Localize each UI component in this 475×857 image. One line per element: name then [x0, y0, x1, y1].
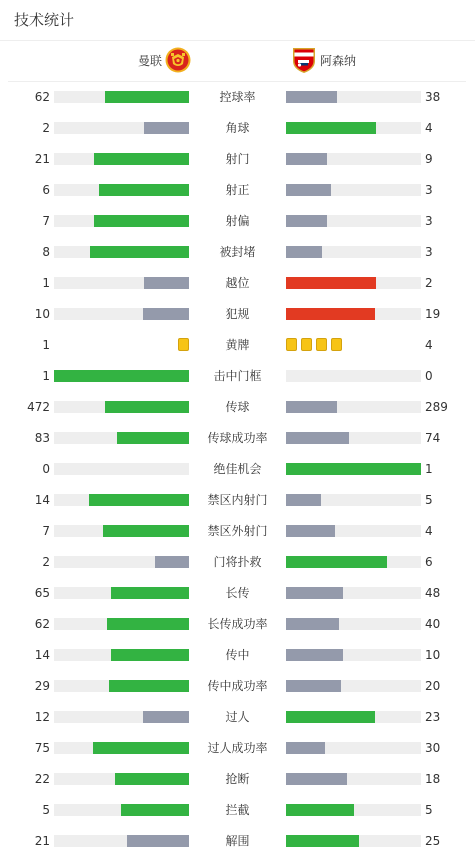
away-stat-bar-track [286, 742, 421, 754]
home-stat-value: 7 [42, 524, 50, 538]
away-stat-bar-fill [286, 122, 376, 134]
away-stat-bar-track [286, 91, 421, 103]
stat-label: 传球成功率 [207, 431, 268, 445]
stat-label: 长传成功率 [207, 617, 268, 631]
away-stat-value: 23 [425, 710, 441, 724]
home-stat-bar-track [54, 463, 189, 475]
home-stat-bar-track [54, 804, 189, 816]
home-stat-value: 75 [34, 741, 50, 755]
away-stat-bar-fill [286, 215, 327, 227]
stat-row [0, 516, 475, 547]
stat-row [0, 237, 475, 268]
away-stat-bar-fill [286, 680, 341, 692]
away-stat-bar-track [286, 246, 421, 258]
home-stat-bar-track [54, 215, 189, 227]
home-stat-bar-fill [107, 618, 189, 630]
stat-label: 拦截 [225, 803, 250, 817]
stat-label: 黄牌 [225, 338, 250, 352]
home-stat-bar-track [54, 587, 189, 599]
stat-label: 过人 [225, 710, 250, 724]
yellow-card-icon [331, 338, 342, 351]
home-stat-bar-fill [54, 370, 189, 382]
away-stat-bar-fill [286, 463, 421, 475]
stat-row [0, 609, 475, 640]
away-stat-value: 0 [425, 369, 433, 383]
away-stat-value: 3 [425, 214, 433, 228]
home-stat-value: 62 [34, 617, 50, 631]
home-stat-bar-track [54, 618, 189, 630]
home-stat-value: 1 [42, 338, 50, 352]
away-stat-bar-fill [286, 804, 354, 816]
stat-label: 角球 [225, 121, 250, 135]
stat-label: 射偏 [225, 214, 250, 228]
home-stat-bar-track [54, 401, 189, 413]
away-stat-bar-fill [286, 649, 343, 661]
stat-row [0, 640, 475, 671]
away-stat-value: 18 [425, 772, 441, 786]
away-stat-bar-track [286, 525, 421, 537]
away-stat-bar-track [286, 153, 421, 165]
stat-row [0, 144, 475, 175]
stats-list [0, 82, 475, 857]
stat-label: 射正 [225, 183, 250, 197]
home-stat-bar-track [54, 711, 189, 723]
away-stat-bar-track [286, 494, 421, 506]
stat-row [0, 423, 475, 454]
stat-label: 越位 [225, 276, 250, 290]
stat-row [0, 454, 475, 485]
stat-row [0, 733, 475, 764]
away-team-name: 阿森纳 [320, 54, 357, 68]
home-stat-bar-track [54, 246, 189, 258]
home-stat-bar-fill [93, 742, 189, 754]
home-stat-value: 62 [34, 90, 50, 104]
away-stat-bar-track [286, 401, 421, 413]
home-stat-bar-fill [121, 804, 189, 816]
home-stat-bar-fill [105, 91, 189, 103]
away-stat-value: 48 [425, 586, 441, 600]
manchester-united-crest-icon [165, 47, 191, 73]
home-stat-bar-fill [111, 587, 189, 599]
home-stat-bar-track [54, 680, 189, 692]
home-stat-bar-fill [109, 680, 189, 692]
home-stat-value: 14 [34, 648, 50, 662]
page-title: 技术统计 [14, 11, 75, 29]
home-stat-bar-track [54, 742, 189, 754]
home-stat-bar-fill [103, 525, 189, 537]
home-stat-value: 2 [42, 555, 50, 569]
stat-label: 传球 [225, 400, 250, 414]
away-stat-value: 20 [425, 679, 441, 693]
home-stat-bar-track [54, 556, 189, 568]
away-stat-value: 3 [425, 245, 433, 259]
away-stat-value: 6 [425, 555, 433, 569]
home-stat-bar-fill [144, 122, 189, 134]
arsenal-crest-icon [292, 47, 316, 74]
home-stat-value: 14 [34, 493, 50, 507]
home-stat-bar-fill [127, 835, 189, 847]
home-stat-value: 10 [34, 307, 50, 321]
home-stat-value: 29 [34, 679, 50, 693]
stat-label: 禁区内射门 [207, 493, 268, 507]
away-yellow-cards [286, 338, 346, 352]
stat-label: 禁区外射门 [207, 524, 268, 538]
away-stat-bar-track [286, 370, 421, 382]
away-stat-value: 4 [425, 121, 433, 135]
home-stat-bar-fill [105, 401, 189, 413]
away-stat-bar-track [286, 649, 421, 661]
stat-label: 被封堵 [219, 245, 256, 259]
away-stat-value: 4 [425, 338, 433, 352]
home-stat-bar-fill [90, 246, 189, 258]
away-stat-bar-fill [286, 587, 343, 599]
home-stat-value: 83 [34, 431, 50, 445]
stat-label: 犯规 [225, 307, 250, 321]
home-stat-value: 2 [42, 121, 50, 135]
teams-header [8, 41, 466, 82]
home-stat-bar-track [54, 153, 189, 165]
home-stat-bar-fill [99, 184, 189, 196]
away-stat-value: 74 [425, 431, 441, 445]
stat-label: 解围 [225, 834, 250, 848]
stat-row [0, 113, 475, 144]
home-stat-value: 21 [34, 152, 50, 166]
home-stat-bar-track [54, 649, 189, 661]
home-stat-value: 22 [34, 772, 50, 786]
away-stat-bar-track [286, 587, 421, 599]
away-stat-bar-track [286, 804, 421, 816]
stat-row [0, 361, 475, 392]
home-stat-bar-fill [111, 649, 189, 661]
away-stat-bar-fill [286, 277, 376, 289]
stat-label: 长传 [225, 586, 250, 600]
away-stat-value: 38 [425, 90, 441, 104]
stat-row [0, 547, 475, 578]
home-stat-bar-track [54, 122, 189, 134]
away-stat-bar-track [286, 835, 421, 847]
away-stat-value: 4 [425, 524, 433, 538]
home-stat-value: 8 [42, 245, 50, 259]
home-stat-value: 1 [42, 276, 50, 290]
stat-row [0, 175, 475, 206]
stat-row [0, 82, 475, 113]
away-stat-bar-fill [286, 556, 387, 568]
home-stat-bar-track [54, 773, 189, 785]
away-stat-value: 9 [425, 152, 433, 166]
away-stat-bar-track [286, 184, 421, 196]
home-stat-bar-fill [143, 711, 189, 723]
away-stat-bar-fill [286, 711, 375, 723]
home-stat-bar-track [54, 184, 189, 196]
away-stat-bar-track [286, 711, 421, 723]
home-stat-value: 0 [42, 462, 50, 476]
away-stat-bar-fill [286, 835, 359, 847]
away-stat-value: 5 [425, 803, 433, 817]
stat-row [0, 392, 475, 423]
stat-row [0, 578, 475, 609]
home-stat-value: 472 [27, 400, 50, 414]
home-stat-value: 6 [42, 183, 50, 197]
away-stat-bar-track [286, 773, 421, 785]
away-stat-bar-fill [286, 525, 335, 537]
away-stat-value: 30 [425, 741, 441, 755]
home-stat-bar-fill [144, 277, 189, 289]
away-stat-bar-track [286, 122, 421, 134]
home-stat-bar-fill [115, 773, 189, 785]
away-stat-bar-fill [286, 618, 339, 630]
stat-row [0, 330, 475, 361]
yellow-card-icon [316, 338, 327, 351]
home-stat-bar-fill [94, 153, 189, 165]
home-stat-value: 5 [42, 803, 50, 817]
away-stat-bar-fill [286, 494, 321, 506]
away-stat-value: 25 [425, 834, 441, 848]
away-stat-bar-fill [286, 184, 331, 196]
stat-row [0, 671, 475, 702]
stat-label: 绝佳机会 [213, 462, 262, 476]
home-stat-bar-track [54, 370, 189, 382]
home-stat-bar-fill [117, 432, 189, 444]
stat-row [0, 299, 475, 330]
yellow-card-icon [301, 338, 312, 351]
away-stat-bar-fill [286, 432, 349, 444]
yellow-card-icon [286, 338, 297, 351]
stat-row [0, 206, 475, 237]
away-stat-bar-track [286, 215, 421, 227]
home-stat-bar-track [54, 835, 189, 847]
away-stat-bar-track [286, 463, 421, 475]
away-stat-value: 40 [425, 617, 441, 631]
away-stat-bar-track [286, 308, 421, 320]
home-stat-bar-fill [143, 308, 189, 320]
home-stat-bar-track [54, 277, 189, 289]
away-stat-bar-fill [286, 773, 347, 785]
stat-label: 传中 [225, 648, 250, 662]
stat-row [0, 702, 475, 733]
home-stat-value: 12 [34, 710, 50, 724]
away-stat-value: 1 [425, 462, 433, 476]
home-stat-bar-track [54, 432, 189, 444]
stat-label: 门将扑救 [213, 555, 262, 569]
away-stat-bar-fill [286, 401, 337, 413]
home-stat-bar-fill [94, 215, 189, 227]
away-stat-bar-fill [286, 153, 327, 165]
home-stat-bar-track [54, 494, 189, 506]
home-stat-bar-fill [155, 556, 189, 568]
away-stat-bar-track [286, 680, 421, 692]
away-stat-bar-fill [286, 91, 337, 103]
away-stat-bar-fill [286, 308, 375, 320]
stat-row [0, 826, 475, 857]
away-stat-bar-track [286, 618, 421, 630]
home-stat-bar-fill [89, 494, 189, 506]
away-stat-value: 19 [425, 307, 441, 321]
page-header [0, 0, 475, 41]
home-stat-value: 65 [34, 586, 50, 600]
stat-label: 控球率 [219, 90, 256, 104]
stat-label: 传中成功率 [207, 679, 268, 693]
stat-label: 过人成功率 [207, 741, 268, 755]
home-stat-bar-track [54, 308, 189, 320]
stat-label: 射门 [225, 152, 250, 166]
home-stat-bar-track [54, 525, 189, 537]
stat-row [0, 268, 475, 299]
away-stat-value: 2 [425, 276, 433, 290]
home-stat-value: 7 [42, 214, 50, 228]
away-stat-bar-fill [286, 246, 322, 258]
away-stat-bar-track [286, 556, 421, 568]
away-stat-bar-fill [286, 742, 325, 754]
stat-row [0, 485, 475, 516]
away-stat-bar-track [286, 432, 421, 444]
away-stat-bar-track [286, 277, 421, 289]
stat-label: 抢断 [225, 772, 250, 786]
home-stat-bar-track [54, 91, 189, 103]
away-stat-value: 10 [425, 648, 441, 662]
stat-row [0, 795, 475, 826]
away-stat-value: 289 [425, 400, 448, 414]
home-yellow-cards [174, 338, 189, 352]
home-stat-value: 1 [42, 369, 50, 383]
away-stat-value: 5 [425, 493, 433, 507]
stat-row [0, 764, 475, 795]
yellow-card-icon [178, 338, 189, 351]
home-team-name: 曼联 [137, 54, 162, 68]
away-stat-value: 3 [425, 183, 433, 197]
stat-label: 击中门框 [213, 369, 262, 383]
home-stat-value: 21 [34, 834, 50, 848]
